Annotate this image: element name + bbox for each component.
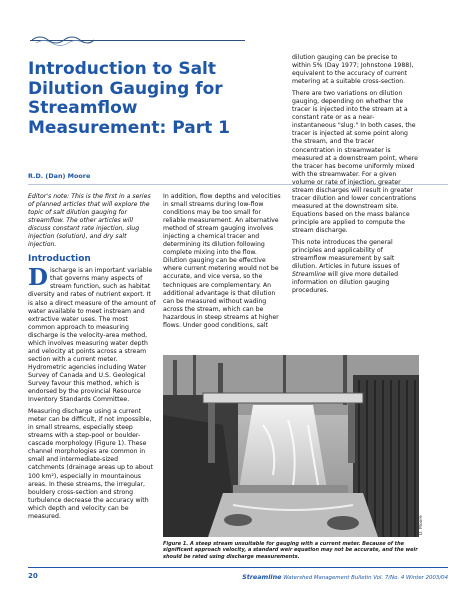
footer-divider (28, 567, 448, 568)
streamline-emphasis: Streamline (292, 271, 326, 279)
editors-note: Editor's note: This is the first in a series of planned articles that will explore the topic of salt dilution gauging for streamflow. The other articles will discuss constant rate injection, slug injection (solution), and dry salt injection. (28, 193, 151, 249)
footer-issue-info: Watershed Management Bulletin Vol. 7/No. 4 Winter 2003/04 (283, 575, 448, 581)
intro-paragraph-1 (28, 264, 156, 404)
author-byline: R.D. (Dan) Moore (28, 172, 91, 180)
column-3-paragraph-1: dilution gauging can be precise to within 5% (Day 1977; Johnstone 1988), equivalent to the accuracy of current metering at a suitable cross-section. (292, 54, 414, 86)
stream-photo-illustration (163, 355, 419, 537)
footer-brand: Streamline (242, 573, 282, 581)
drop-cap: D (28, 264, 48, 292)
photo-credit: D. Moore (419, 515, 424, 535)
figure-caption: Figure 1. A steep stream unsuitable for gauging with a current meter. Because of the significant approach velocity, a standard weir equation may not be accurate, and the weir should be rated using discharge measurements. (163, 541, 418, 560)
column-3 (292, 54, 418, 299)
column-3-paragraph-3: This note introduces the general principles and applicability of streamflow measurement by salt dilution. Articles in future issues of Streamline will give more detailed information on dilution gauging procedures. (292, 239, 400, 295)
footer-publication (242, 573, 448, 581)
column-1 (28, 193, 156, 525)
column-3-paragraph-2: There are two variations on dilution gauging, depending on whether the tracer is injected into the stream at a constant rate or as a near-instantaneous "slug." In both cases, the tracer is injected at some point along the stream, and the tracer concentration in streamwater is measured at a downstream point, where the tracer has become uniformly mixed with the streamwater. For a given volume or rate of injection, greater stream discharges will result in greater tracer dilution and lower concentrations measured at the downstream site. Equations based on the mass balance principle are applied to compute the stream discharge. (292, 90, 418, 234)
intro-paragraph-2: Measuring discharge using a current meter can be difficult, if not impossible, in small streams, especially steep streams with a step-pool or boulder-cascade morphology (Figure 1). These channel morphologies are common in small and intermediate-sized catchments (drainage areas up to about 100 km²), especially in mountainous areas. In these streams, the irregular, bouldery cross-section and strong turbulence decrease the accuracy with which depth and velocity can be measured. (28, 408, 153, 520)
page-number: 20 (28, 572, 38, 580)
figure-1-photo (163, 355, 419, 537)
intro-paragraph-1-text: ischarge is an important variable that governs many aspects of stream function, such as habitat diversity and rates of nutrient export. It is also a direct measure of the amount of water available to meet instream and extractive water uses. The most common approach to measuring discharge is the velocity-area method, which involves measuring water depth and velocity at points across a stream section with a current meter. Hydrometric agencies including Water Survey of Canada and U.S. Geological Survey favour this method, which is endorsed by the provincial Resource Inventory Standards Committee. (28, 267, 156, 404)
wave-icon (32, 34, 94, 46)
column-2 (163, 193, 281, 334)
section-heading-introduction: Introduction (28, 254, 91, 265)
article-title: Introduction to Salt Dilution Gauging for Streamflow Measurement: Part 1 (28, 59, 230, 138)
column-2-paragraph: In addition, flow depths and velocities in small streams during low-flow conditions may be too small for reliable measurement. An alternative method of stream gauging involves injecting a chemical tracer and determining its dilution following complete mixing into the flow. Dilution gauging can be effective where current metering would not be accurate, and vice versa, so the techniques are complementary. An additional advantage is that dilution can be measured without wading across the stream, which can be hazardous in steep streams at higher flows. Under good conditions, salt (163, 193, 281, 329)
